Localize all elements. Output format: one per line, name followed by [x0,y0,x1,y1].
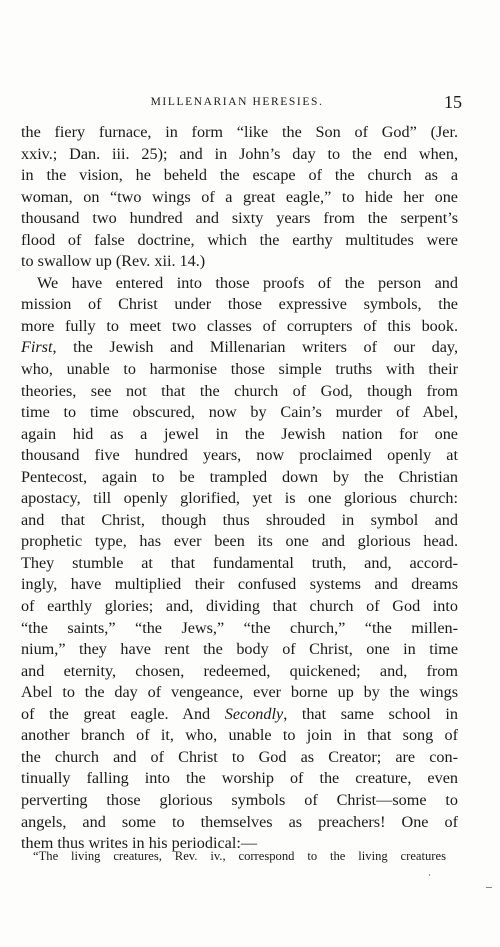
text-line: the fiery furnace, in form “like the Son of God” (Jer. [21,123,458,141]
text-line: in the vision, he beheld the escape of the church as a [21,166,458,185]
text-line: of earthly glories; and, dividing that church of God into [21,597,458,616]
text-line: Pentecost, again to be trampled down by the Christian [21,467,458,486]
body-text [21,122,458,855]
text-line: to swallow up (Rev. xii. 14.) [21,252,206,271]
text-line: ingly, have multiplied their confused systems and dreams [21,575,458,594]
text-line: and that Christ, though thus shrouded in symbol and [21,510,458,529]
text-line: xxiv.; Dan. iii. 25); and in John’s day to the end when, [21,144,458,163]
text-line: perverting those glorious symbols of Christ—some to [21,790,458,809]
text-line: theories, see not that the church of God, though from [21,381,458,400]
text-line: and eternity, chosen, redeemed, quickened; and, from [21,661,458,680]
text-line: mission of Christ under those expressive symbols, the [21,295,458,314]
text-line: woman, on “two wings of a great eagle,” to hide her one [21,187,458,206]
text-line: the church and of Christ to God as Creator; are con- [21,747,458,766]
text-line: Abel to the day of vengeance, ever borne up by the wings [21,683,458,702]
text-line: prophetic type, has ever been its one and glorious head. [21,532,458,551]
running-title: MILLENARIAN HERESIES. [150,96,324,108]
page-number: 15 [444,92,462,112]
text-line: time to time obscured, now by Cain’s murder of Abel, [21,403,458,422]
text-line: of the great eagle. And Secondly, that same school in [21,704,458,723]
text-line: thousand five hundred years, now proclaimed openly at [21,446,458,465]
print-speck: · [428,870,431,880]
text-line: “the saints,” “the Jews,” “the church,” “the millen- [21,618,458,637]
text-line: angels, and some to themselves as preachers! One of [21,812,458,831]
print-speck: – [486,879,492,893]
text-line: thousand two hundred and sixty years from the serpent’s [21,209,458,228]
text-line: First, the Jewish and Millenarian writers of our day, [21,338,458,357]
running-head [22,92,462,114]
text-line: more fully to meet two classes of corrupters of this book. [21,316,458,335]
block-quote-line: “The living creatures, Rev. iv., correspond to the living creatures [33,849,446,863]
text-line: them thus writes in his periodical:— [21,834,258,853]
text-line: They stumble at that fundamental truth, and, accord- [21,553,458,572]
text-line: tinually falling into the worship of the creature, even [21,769,458,788]
text-line: We have entered into those proofs of the person and [37,273,458,292]
text-line: flood of false doctrine, which the earthy multitudes were [21,230,458,249]
text-line: apostacy, till openly glorified, yet is one glorious church: [21,489,458,508]
emphasis-text: Secondly [224,704,284,723]
text-line: who, unable to harmonise those simple truths with their [21,360,458,379]
text-line: again hid as a jewel in the Jewish nation for one [21,424,458,443]
text-line: nium,” they have rent the body of Christ, one in time [21,640,458,659]
emphasis-text: First [21,338,53,357]
text-line: another branch of it, who, unable to join in that song of [21,726,458,745]
